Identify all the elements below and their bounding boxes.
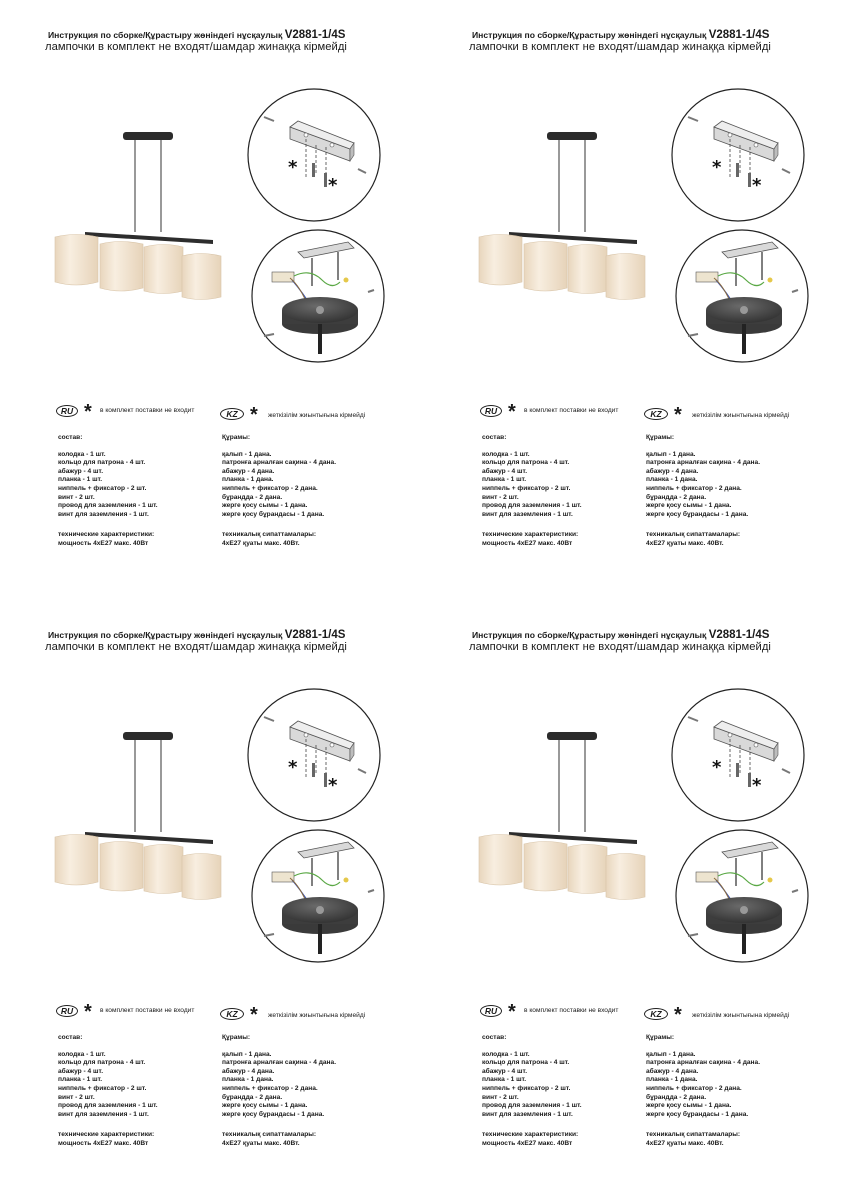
bracket-mounting-diagram: [670, 687, 806, 823]
kz-contents: [646, 1034, 760, 1149]
instruction-title: Инструкция по сборке/Құрастыру жөніндегі нұсқаулық V2881-1/4S: [472, 29, 770, 41]
not-included-kz: жеткізілім жиынтығына кірмейді: [692, 412, 790, 419]
kz-item: жерге қосу бұрандасы - 1 дана.: [646, 510, 749, 518]
ru-contents-heading: состав:: [482, 1034, 507, 1041]
not-included-kz: жеткізілім жиынтығына кірмейді: [268, 1012, 366, 1019]
ru-item: винт - 2 шт.: [482, 493, 519, 501]
ru-contents-heading: состав:: [482, 434, 507, 441]
wiring-diagram: [674, 228, 810, 364]
kz-spec-value: 4xE27 қуаты макс. 40Вт.: [646, 1139, 724, 1147]
ru-item: абажур - 4 шт.: [58, 467, 104, 475]
ru-item: кольцо для патрона - 4 шт.: [58, 459, 146, 467]
kz-item: жерге қосу бұрандасы - 1 дана.: [646, 1110, 749, 1118]
ru-spec-heading: технические характеристики:: [58, 531, 155, 539]
kz-item: қалып - 1 дана.: [222, 450, 272, 458]
chandelier-illustration: [469, 120, 659, 300]
ru-item: провод для заземления - 1 шт.: [482, 1102, 582, 1110]
ru-item: ниппель + фиксатор - 2 шт.: [58, 484, 147, 492]
instruction-title: Инструкция по сборке/Құрастыру жөніндегі нұсқаулық V2881-1/4S: [472, 629, 770, 641]
ru-contents: [58, 434, 158, 549]
ru-item: колодка - 1 шт.: [482, 1050, 530, 1058]
ru-item: ниппель + фиксатор - 2 шт.: [58, 1084, 147, 1092]
instruction-panel-top-left: [0, 0, 424, 600]
ru-item: кольцо для патрона - 4 шт.: [58, 1059, 146, 1067]
kz-badge: KZ: [644, 1008, 668, 1020]
ru-item: колодка - 1 шт.: [58, 450, 106, 458]
not-included-ru: в комплект поставки не входит: [524, 407, 619, 414]
kz-item: ниппель + фиксатор - 2 дана.: [646, 1084, 742, 1092]
kz-item: жерге қосу сымы - 1 дана.: [646, 502, 732, 510]
kz-contents-heading: Құрамы:: [646, 1034, 675, 1041]
ru-spec-heading: технические характеристики:: [58, 1131, 155, 1139]
kz-contents-heading: Құрамы:: [222, 1034, 251, 1041]
kz-item: абажур - 4 дана.: [222, 467, 275, 475]
legend-row: [54, 1001, 394, 1026]
kz-item: ниппель + фиксатор - 2 дана.: [222, 1084, 318, 1092]
ru-item: винт - 2 шт.: [58, 1093, 95, 1101]
asterisk-icon: *: [84, 401, 92, 423]
kz-item: планка - 1 дана.: [222, 1076, 274, 1084]
ru-spec-heading: технические характеристики:: [482, 1131, 579, 1139]
ru-item: винт для заземления - 1 шт.: [58, 1110, 149, 1118]
ru-item: абажур - 4 шт.: [482, 467, 528, 475]
asterisk-icon: *: [250, 404, 258, 426]
ru-item: провод для заземления - 1 шт.: [482, 502, 582, 510]
kz-item: ниппель + фиксатор - 2 дана.: [646, 484, 742, 492]
ru-item: планка - 1 шт.: [482, 476, 527, 484]
bulbs-not-included-note: лампочки в комплект не входят/шамдар жинаққа кірмейді: [469, 41, 771, 53]
kz-item: ниппель + фиксатор - 2 дана.: [222, 484, 318, 492]
kz-item: қалып - 1 дана.: [646, 1050, 696, 1058]
ru-contents-heading: состав:: [58, 434, 83, 441]
kz-item: планка - 1 дана.: [646, 476, 698, 484]
ru-item: ниппель + фиксатор - 2 шт.: [482, 484, 571, 492]
kz-item: бұрандда - 2 дана.: [222, 493, 283, 501]
ru-item: абажур - 4 шт.: [58, 1067, 104, 1075]
ru-badge: RU: [56, 1005, 78, 1017]
kz-spec-heading: техникалық сипаттамалары:: [222, 531, 317, 539]
ru-item: абажур - 4 шт.: [482, 1067, 528, 1075]
chandelier-illustration: [469, 720, 659, 900]
bracket-mounting-diagram: [246, 687, 382, 823]
kz-badge: KZ: [220, 408, 244, 420]
ru-item: колодка - 1 шт.: [58, 1050, 106, 1058]
asterisk-icon: *: [674, 404, 682, 426]
ru-contents: [482, 1034, 582, 1149]
kz-spec-value: 4xE27 қуаты макс. 40Вт.: [222, 1139, 300, 1147]
asterisk-icon: *: [508, 1001, 516, 1023]
bracket-mounting-diagram: [246, 87, 382, 223]
kz-contents: [646, 434, 760, 549]
kz-spec-heading: техникалық сипаттамалары:: [646, 531, 741, 539]
kz-spec-value: 4xE27 қуаты макс. 40Вт.: [222, 539, 300, 547]
bulbs-not-included-note: лампочки в комплект не входят/шамдар жинаққа кірмейді: [469, 641, 771, 653]
kz-item: жерге қосу сымы - 1 дана.: [222, 1102, 308, 1110]
ru-contents: [482, 434, 582, 549]
ru-spec-value: мощность 4xE27 макс. 40Вт: [58, 539, 149, 547]
kz-item: абажур - 4 дана.: [646, 467, 699, 475]
kz-item: патронға арналған сақина - 4 дана.: [222, 459, 337, 467]
instruction-panel-top-right: [424, 0, 848, 600]
not-included-kz: жеткізілім жиынтығына кірмейді: [692, 1012, 790, 1019]
kz-spec-heading: техникалық сипаттамалары:: [222, 1131, 317, 1139]
kz-item: жерге қосу сымы - 1 дана.: [222, 502, 308, 510]
wiring-diagram: [674, 828, 810, 964]
ru-badge: RU: [480, 1005, 502, 1017]
kz-badge: KZ: [220, 1008, 244, 1020]
ru-contents-heading: состав:: [58, 1034, 83, 1041]
kz-item: бұрандда - 2 дана.: [646, 1093, 707, 1101]
kz-item: жерге қосу сымы - 1 дана.: [646, 1102, 732, 1110]
ru-item: кольцо для патрона - 4 шт.: [482, 1059, 570, 1067]
kz-item: патронға арналған сақина - 4 дана.: [646, 459, 761, 467]
not-included-kz: жеткізілім жиынтығына кірмейді: [268, 412, 366, 419]
instruction-title: Инструкция по сборке/Құрастыру жөніндегі нұсқаулық V2881-1/4S: [48, 29, 346, 41]
ru-item: винт - 2 шт.: [482, 1093, 519, 1101]
asterisk-icon: *: [508, 401, 516, 423]
instruction-panel-bottom-right: [424, 600, 848, 1200]
ru-item: винт для заземления - 1 шт.: [482, 510, 573, 518]
chandelier-illustration: [45, 120, 235, 300]
bracket-mounting-diagram: [670, 87, 806, 223]
asterisk-icon: *: [84, 1001, 92, 1023]
ru-contents: [58, 1034, 158, 1149]
asterisk-icon: *: [674, 1004, 682, 1026]
kz-spec-value: 4xE27 қуаты макс. 40Вт.: [646, 539, 724, 547]
kz-item: патронға арналған сақина - 4 дана.: [222, 1059, 337, 1067]
kz-item: абажур - 4 дана.: [646, 1067, 699, 1075]
kz-item: бұрандда - 2 дана.: [222, 1093, 283, 1101]
ru-item: провод для заземления - 1 шт.: [58, 1102, 158, 1110]
ru-spec-value: мощность 4xE27 макс. 40Вт: [482, 1139, 573, 1147]
ru-item: планка - 1 шт.: [58, 1076, 103, 1084]
legend-row: [478, 401, 818, 426]
ru-spec-value: мощность 4xE27 макс. 40Вт: [58, 1139, 149, 1147]
asterisk-icon: *: [250, 1004, 258, 1026]
ru-item: провод для заземления - 1 шт.: [58, 502, 158, 510]
legend-row: [54, 401, 394, 426]
kz-item: планка - 1 дана.: [222, 476, 274, 484]
kz-contents: [222, 434, 336, 549]
kz-item: патронға арналған сақина - 4 дана.: [646, 1059, 761, 1067]
ru-spec-value: мощность 4xE27 макс. 40Вт: [482, 539, 573, 547]
ru-item: винт - 2 шт.: [58, 493, 95, 501]
kz-item: қалып - 1 дана.: [646, 450, 696, 458]
ru-item: винт для заземления - 1 шт.: [482, 1110, 573, 1118]
bulbs-not-included-note: лампочки в комплект не входят/шамдар жинаққа кірмейді: [45, 41, 347, 53]
ru-badge: RU: [480, 405, 502, 417]
legend-row: [478, 1001, 818, 1026]
kz-contents-heading: Құрамы:: [222, 434, 251, 441]
kz-item: жерге қосу бұрандасы - 1 дана.: [222, 510, 325, 518]
bulbs-not-included-note: лампочки в комплект не входят/шамдар жинаққа кірмейді: [45, 641, 347, 653]
kz-item: планка - 1 дана.: [646, 1076, 698, 1084]
wiring-diagram: [250, 828, 386, 964]
kz-contents-heading: Құрамы:: [646, 434, 675, 441]
chandelier-illustration: [45, 720, 235, 900]
instruction-title: Инструкция по сборке/Құрастыру жөніндегі нұсқаулық V2881-1/4S: [48, 629, 346, 641]
kz-item: абажур - 4 дана.: [222, 1067, 275, 1075]
kz-spec-heading: техникалық сипаттамалары:: [646, 1131, 741, 1139]
wiring-diagram: [250, 228, 386, 364]
not-included-ru: в комплект поставки не входит: [100, 407, 195, 414]
instruction-panel-bottom-left: [0, 600, 424, 1200]
ru-item: планка - 1 шт.: [482, 1076, 527, 1084]
kz-item: бұрандда - 2 дана.: [646, 493, 707, 501]
ru-item: ниппель + фиксатор - 2 шт.: [482, 1084, 571, 1092]
kz-item: жерге қосу бұрандасы - 1 дана.: [222, 1110, 325, 1118]
kz-contents: [222, 1034, 336, 1149]
kz-item: қалып - 1 дана.: [222, 1050, 272, 1058]
not-included-ru: в комплект поставки не входит: [524, 1007, 619, 1014]
ru-item: кольцо для патрона - 4 шт.: [482, 459, 570, 467]
ru-badge: RU: [56, 405, 78, 417]
not-included-ru: в комплект поставки не входит: [100, 1007, 195, 1014]
ru-item: винт для заземления - 1 шт.: [58, 510, 149, 518]
ru-item: колодка - 1 шт.: [482, 450, 530, 458]
kz-badge: KZ: [644, 408, 668, 420]
ru-item: планка - 1 шт.: [58, 476, 103, 484]
ru-spec-heading: технические характеристики:: [482, 531, 579, 539]
